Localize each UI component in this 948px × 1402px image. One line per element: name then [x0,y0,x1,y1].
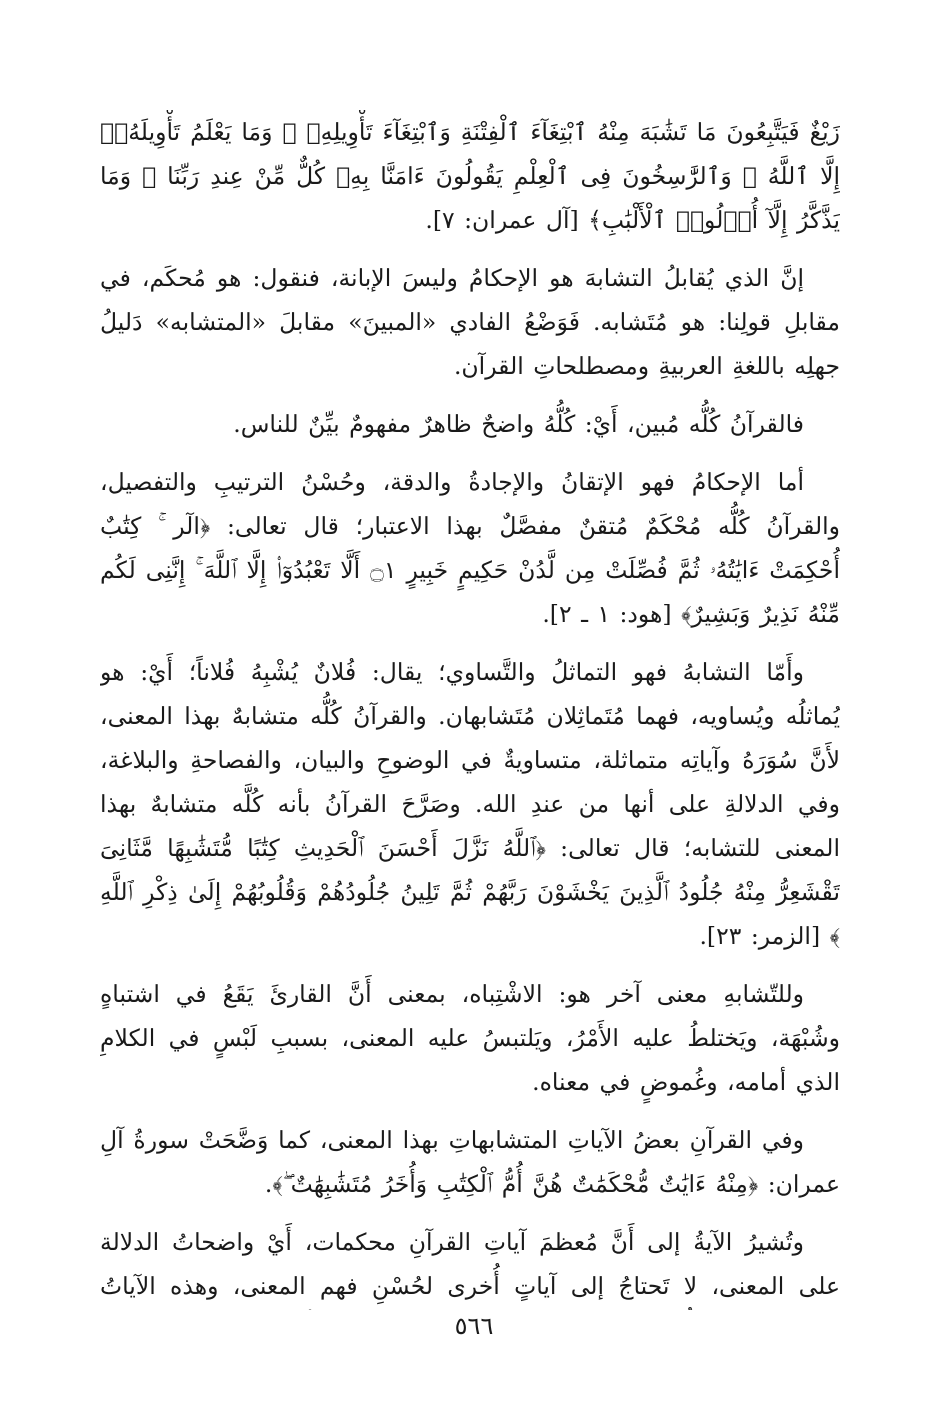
paragraph-quran-mubin: فالقرآنُ كُلُّه مُبين، أَيْ: كُلُّهُ واضحٌ ظاهرٌ مفهومٌ بيِّنٌ للناس. [233,410,804,438]
paragraph-ihkam-meaning: أما الإحكامُ فهو الإتقانُ والإجادةُ والدقة، وحُسْنُ الترتيبِ والتفصيل، والقرآنُ كُلُّه مُحْكَمٌ مُتقنٌ مفصَّلٌ بهذا الاعتبار؛ قال تعالى: ﴿الٓر ۚ كِتَٰبٌ أُحْكِمَتْ ءَايَٰتُهُۥ ثُمَّ فُصِّلَتْ مِن لَّدُنْ حَكِيمٍ خَبِيرٍ ۝١ أَلَّا تَعْبُدُوٓا۟ إِلَّا ٱللَّهَ ۚ إِنَّنِى لَكُم مِّنْهُ نَذِيرٌ وَبَشِيرٌ﴾ [هود: ١ ـ ٢]. [100,468,840,628]
paragraph-muhkamat-umm-alkitab: وتُشيرُ الآيةُ إلى أَنَّ مُعظمَ آياتِ القرآنِ محكمات، أَيْ واضحاتُ الدلالة على المعنى، لا تَحتاجُ إلى آياتٍ أُخرى لحُسْنِ فهم المعنى، وهذه الآياتُ [100,1228,840,1300]
paragraph-ishtibah-meaning: وللتّشابهِ معنى آخر هو: الاشْتِباه، بمعنى أَنَّ القارئَ يَقَعُ في اشتباهٍ وشُبْهَة، ويَختلطُ عليه الأَمْرُ، ويَلتبسُ عليه المعنى، بسببِ لَبْسٍ في الكلامِ الذي أمامه، وغُموضٍ في معناه. [100,980,840,1096]
paragraph-tashabuh-meaning: وأَمّا التشابهُ فهو التماثلُ والتَّساوي؛ يقال: فُلانٌ يُشْبِهُ فُلاناً؛ أَيْ: هو يُماثلُه ويُساويه، فهما مُتَماثِلان مُتَشابهان. والقرآنُ كُلُّه متشابهٌ بهذا المعنى، لأَنَّ سُوَرَهُ وآياتِه متماثلة، متساويةٌ في الوضوحِ والبيان، والفصاحةِ والبلاغة، وفي الدلالةِ على أنها من عندِ الله. وصَرَّحَ القرآنُ بأنه كُلَّه متشابهٌ بهذا المعنى للتشابه؛ قال تعالى: ﴿ٱللَّهُ نَزَّلَ أَحْسَنَ ٱلْحَدِيثِ كِتَٰبًا مُّتَشَٰبِهًا مَّثَانِىَ تَقْشَعِرُّ مِنْهُ جُلُودُ ٱلَّذِينَ يَخْشَوْنَ رَبَّهُمْ ثُمَّ تَلِينُ جُلُودُهُمْ وَقُلُوبُهُمْ إِلَىٰ ذِكْرِ ٱللَّهِ ۚ﴾ [الزمر: ٢٣]. [100,658,840,950]
paragraph-quran-verse-continuation: زَيْغٌ فَيَتَّبِعُونَ مَا تَشَٰبَهَ مِنْهُ ٱبْتِغَآءَ ٱلْفِتْنَةِ وَٱبْتِغَآءَ تَأْوِيلِهِۦ ۗ وَمَا يَعْلَمُ تَأْوِيلَهُۥٓ إِلَّا ٱللَّهُ ۗ وَٱلرَّٰسِخُونَ فِى ٱلْعِلْمِ يَقُولُونَ ءَامَنَّا بِهِۦ كُلٌّ مِّنْ عِندِ رَبِّنَا ۗ وَمَا يَذَّكَّرُ إِلَّآ أُو۟لُوا۟ ٱلْأَلْبَٰبِ﴾ [آل عمران: ٧]. [100,118,840,234]
page-number: ٥٦٦ [454,1312,494,1340]
paragraph-mutashabihat-verses: وفي القرآنِ بعضُ الآياتِ المتشابهاتِ بهذا المعنى، كما وَضَّحَتْ سورةُ آلِ عمران: ﴿مِنْهُ ءَايَٰتٌ مُّحْكَمَٰتٌ هُنَّ أُمُّ ٱلْكِتَٰبِ وَأُخَرُ مُتَشَٰبِهَٰتٌ ۖ﴾. [100,1126,840,1198]
page-body [100,110,840,1310]
paragraph-ihkam-vs-tashabuh: إنَّ الذي يُقابلُ التشابهَ هو الإحكامُ وليسَ الإبانة، فنقول: هو مُحكَم، في مقابلِ قولِنا: هو مُتَشابه. فَوَضْعُ الفادي «المبينَ» مقابلَ «المتشابه» دَليلُ جهلِه باللغةِ العربيةِ ومصطلحاتِ القرآن. [100,264,840,380]
